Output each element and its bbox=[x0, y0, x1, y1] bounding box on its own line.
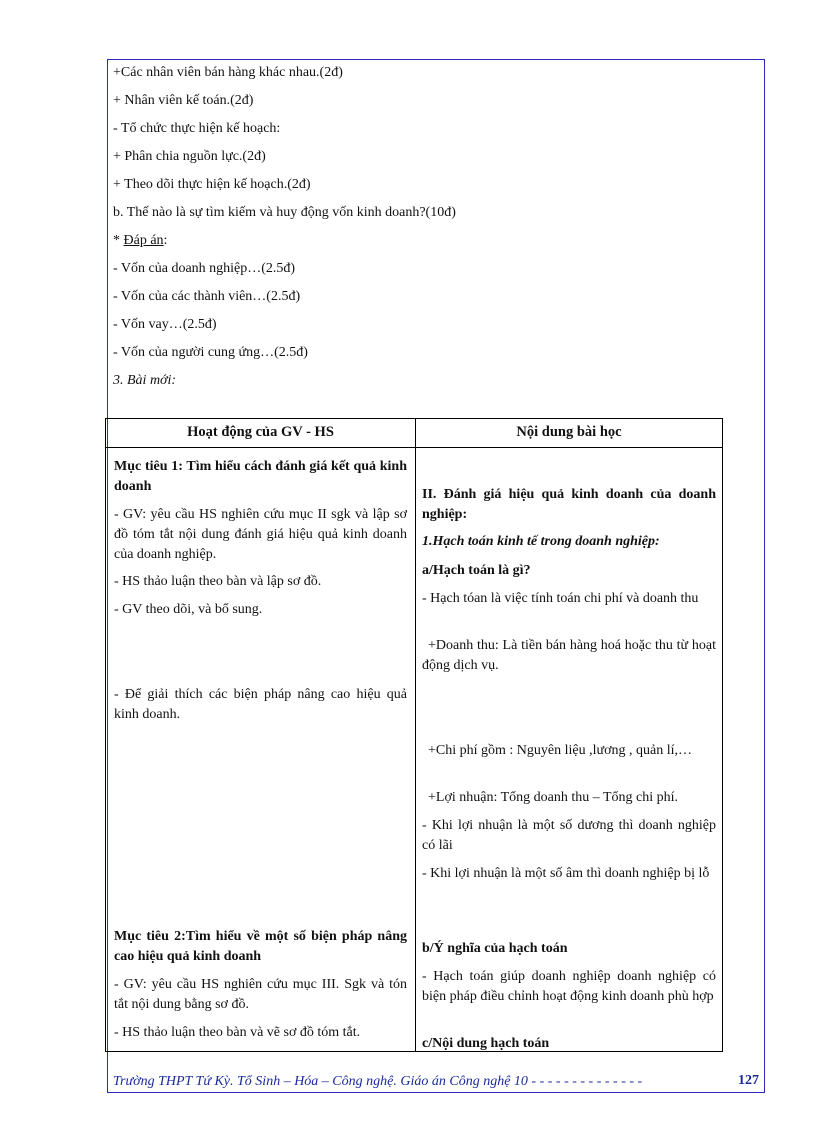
question-b: b. Thế nào là sự tìm kiếm và huy động vốn kinh doanh?(10đ) bbox=[113, 205, 456, 220]
goal1-extra: - Để giải thích các biện pháp nâng cao hiệu quả kinh doanh. bbox=[114, 687, 407, 722]
answer-label: Đáp án bbox=[123, 233, 164, 248]
answer-line: - Vốn vay…(2.5đ) bbox=[113, 317, 217, 332]
header-activities: Hoạt động của GV - HS bbox=[187, 424, 334, 440]
header-divider bbox=[106, 447, 722, 448]
goal1-item: - GV theo dõi, và bổ sung. bbox=[114, 602, 263, 617]
intro-section bbox=[113, 61, 753, 397]
intro-line: - Tổ chức thực hiện kế hoạch: bbox=[113, 121, 281, 136]
intro-line: +Các nhân viên bán hàng khác nhau.(2đ) bbox=[113, 65, 343, 80]
intro-line: + Nhân viên kế toán.(2đ) bbox=[113, 93, 254, 108]
answer-prefix: * bbox=[113, 233, 124, 248]
item-a-title: a/Hạch toán là gì? bbox=[422, 563, 531, 578]
revenue-text: +Doanh thu: Là tiền bán hàng hoá hoặc thu từ hoạt động dịch vụ. bbox=[422, 638, 716, 673]
item-c-title: c/Nội dung hạch toán bbox=[422, 1036, 550, 1051]
header-content: Nội dung bài học bbox=[516, 424, 622, 440]
goal1-item: - GV: yêu cầu HS nghiên cứu mục II sgk và lập sơ đồ tóm tắt nội dung đánh giá hiệu quả kinh doanh của doanh nghiệp. bbox=[114, 507, 407, 562]
profit-negative: - Khi lợi nhuận là một số âm thì doanh nghiệp bị lỗ bbox=[422, 866, 710, 881]
goal2-item: - GV: yêu cầu HS nghiên cứu mục III. Sgk và tón tắt nội dung bằng sơ đồ. bbox=[114, 977, 407, 1012]
new-lesson-heading: 3. Bài mới: bbox=[113, 373, 177, 388]
item-a-definition: - Hạch tóan là việc tính toán chi phí và doanh thu bbox=[422, 591, 699, 606]
goal2-item: - HS thảo luận theo bàn và vẽ sơ đồ tóm tắt. bbox=[114, 1025, 361, 1040]
intro-line: + Phân chia nguồn lực.(2đ) bbox=[113, 149, 266, 164]
goal1-title: Mục tiêu 1: Tìm hiểu cách đánh giá kết quả kinh doanh bbox=[114, 459, 407, 494]
intro-line: + Theo dõi thực hiện kế hoạch.(2đ) bbox=[113, 177, 311, 192]
section-title: II. Đánh giá hiệu quả kinh doanh của doanh nghiệp: bbox=[422, 487, 716, 522]
column-divider bbox=[415, 419, 416, 1051]
profit-text: +Lợi nhuận: Tổng doanh thu – Tổng chi phí. bbox=[428, 790, 679, 805]
page-number: 127 bbox=[738, 1073, 759, 1088]
goal2-title: Mục tiêu 2:Tìm hiểu về một số biện pháp nâng cao hiệu quả kinh doanh bbox=[114, 929, 407, 964]
answer-suffix: : bbox=[163, 233, 168, 248]
item-b-text: - Hạch toán giúp doanh nghiệp doanh nghiệp có biện pháp điều chỉnh hoạt động kinh doanh phù hợp bbox=[422, 969, 716, 1004]
answer-heading bbox=[113, 229, 753, 257]
answer-line: - Vốn của các thành viên…(2.5đ) bbox=[113, 289, 301, 304]
goal1-item: - HS thảo luận theo bàn và lập sơ đồ. bbox=[114, 574, 322, 589]
lesson-table bbox=[105, 418, 723, 1052]
answer-line: - Vốn của người cung ứng…(2.5đ) bbox=[113, 345, 308, 360]
answer-line: - Vốn của doanh nghiệp…(2.5đ) bbox=[113, 261, 296, 276]
subsection-title: 1.Hạch toán kinh tế trong doanh nghiệp: bbox=[422, 534, 660, 549]
page-footer: Trường THPT Tứ Kỳ. Tổ Sinh – Hóa – Công nghệ. Giáo án Công nghệ 10 - - - - - - - - - - - - - - bbox=[113, 1074, 643, 1089]
profit-positive: - Khi lợi nhuận là một số dương thì doanh nghiệp có lãi bbox=[422, 818, 716, 853]
item-b-title: b/Ý nghĩa của hạch toán bbox=[422, 941, 568, 956]
cost-text: +Chi phí gồm : Nguyên liệu ,lương , quản lí,… bbox=[428, 743, 692, 758]
